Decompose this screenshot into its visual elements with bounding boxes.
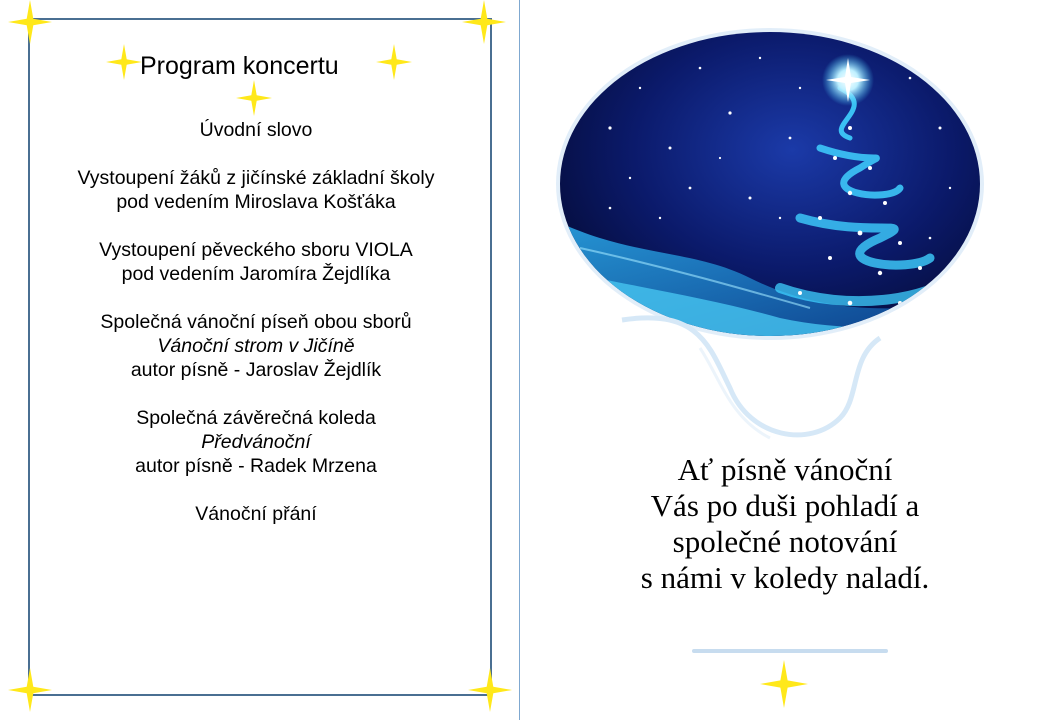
program-item <box>40 406 472 478</box>
program-line: Společná vánoční píseň obou sborů <box>100 311 412 333</box>
program-item <box>40 238 472 286</box>
poem-line: Ať písně vánoční <box>677 452 893 487</box>
christmas-poem <box>560 452 1010 596</box>
program-item <box>40 118 472 142</box>
program-item <box>40 166 472 214</box>
poem-line: Vás po duši pohladí a <box>650 488 920 523</box>
program-item <box>40 310 472 382</box>
program-line: pod vedením Jaromíra Žejdlíka <box>121 263 391 285</box>
program-title: Program koncertu <box>140 52 339 80</box>
sparkle-star-icon <box>8 668 52 712</box>
sparkle-star-icon <box>106 44 142 80</box>
page-divider <box>519 0 520 720</box>
christmas-tree-illustration <box>550 18 990 458</box>
program-line: autor písně - Radek Mrzena <box>135 455 377 477</box>
program-item <box>40 502 472 526</box>
decorative-divider-line <box>692 646 888 656</box>
song-title: Vánoční strom v Jičíně <box>157 335 355 357</box>
sparkle-star-icon <box>760 660 808 708</box>
sparkle-star-icon <box>376 44 412 80</box>
program-line: Společná závěrečná koleda <box>136 407 376 429</box>
poem-line: společné notování <box>672 524 898 559</box>
song-title: Předvánoční <box>201 431 311 453</box>
sparkle-star-icon <box>8 0 52 44</box>
sparkle-star-icon <box>468 668 512 712</box>
program-line: autor písně - Jaroslav Žejdlík <box>130 359 382 381</box>
program-line: Vánoční přání <box>195 503 317 525</box>
poem-line: s námi v koledy naladí. <box>640 560 930 595</box>
program-line: Vystoupení žáků z jičínské základní školy <box>77 167 435 189</box>
program-line: Vystoupení pěveckého sboru VIOLA <box>99 239 413 261</box>
program-list <box>40 118 472 550</box>
program-line: pod vedením Miroslava Košťáka <box>116 191 396 213</box>
sparkle-star-icon <box>236 80 272 116</box>
program-line: Úvodní slovo <box>199 119 313 141</box>
sparkle-star-icon <box>462 0 506 44</box>
